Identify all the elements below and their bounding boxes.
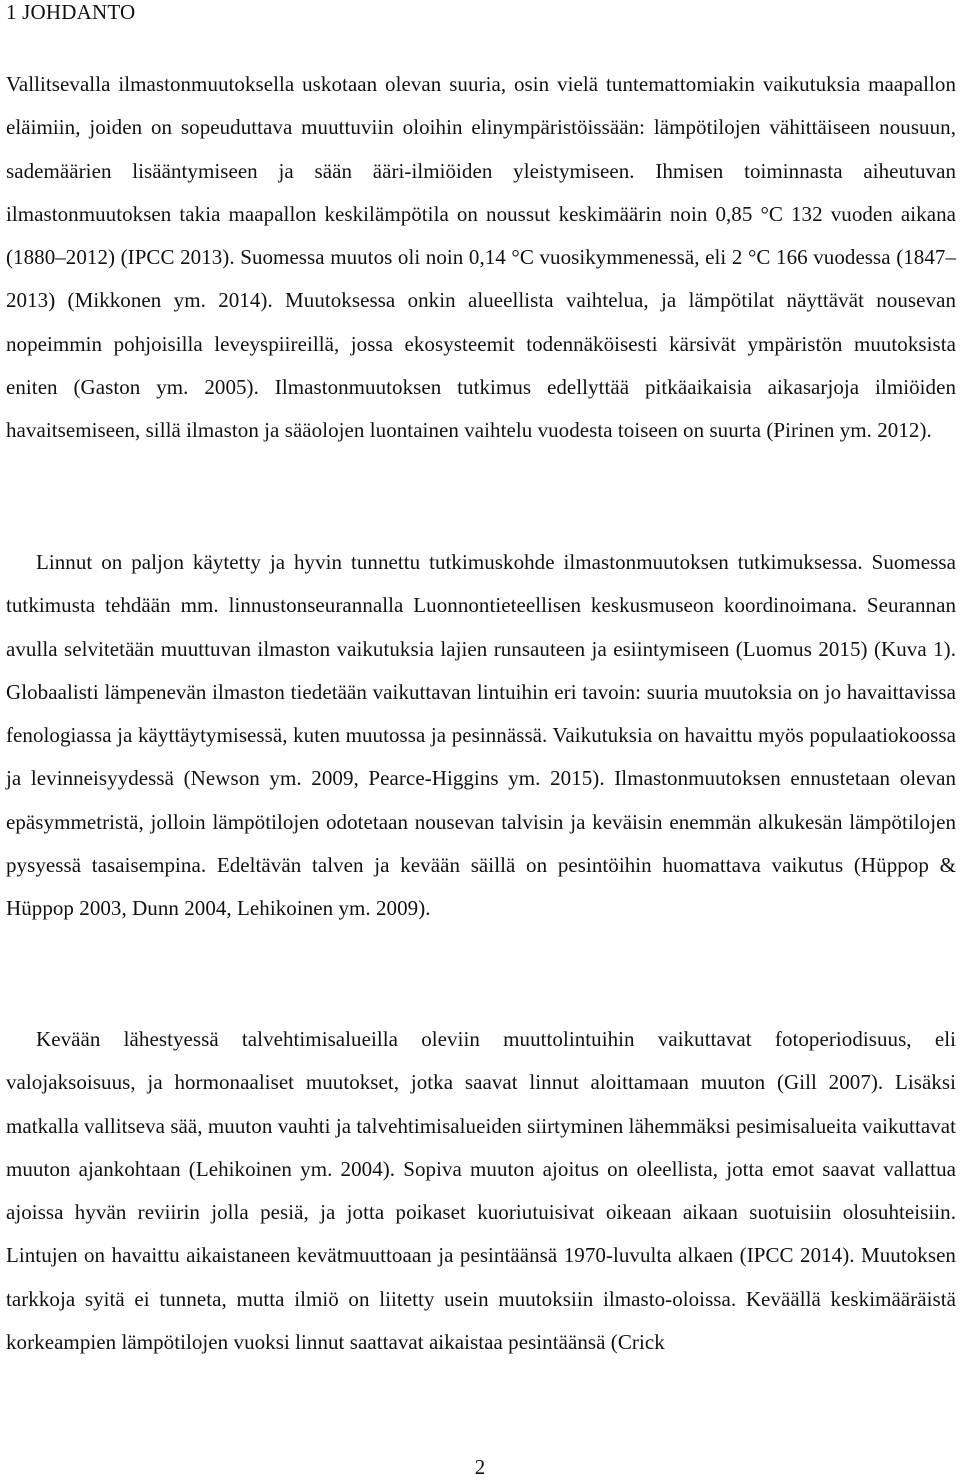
section-heading: 1 JOHDANTO <box>6 0 136 24</box>
paragraph-spring-migration: Kevään lähestyessä talvehtimisalueilla oleviin muuttolintuihin vaikuttavat fotoperiodisuus, eli valojaksoisuus, ja hormonaaliset muutokset, jotka saavat linnut aloittamaan muuton (Gill 2007). Lisäksi matkalla vallitseva sää, muuton vauhti ja talvehtimisalueiden siirtyminen lähemmäksi pesimisalueita vaikuttavat muuton ajankohtaan (Lehikoinen ym. 2004). Sopiva muuton ajoitus on oleellista, jotta emot saavat vallattua ajoissa hyvän reviirin jolla pesiä, ja jotta poikaset kuoriutuisivat oikeaan aikaan suotuisiin olosuhteisiin. Lintujen on havaittu aikaistaneen kevätmuuttoaan ja pesintäänsä 1970-luvulta alkaen (IPCC 2014). Muutoksen tarkkoja syitä ei tunneta, mutta ilmiö on liitetty usein muutoksiin ilmasto-oloissa. Keväällä keskimääräistä korkeampien lämpötilojen vuoksi linnut saattavat aikaistaa pesintäänsä (Crick <box>6 1027 956 1355</box>
page-number: 2 <box>474 1455 486 1479</box>
paragraph-climate-change: Vallitsevalla ilmastonmuutoksella uskotaan olevan suuria, osin vielä tuntemattomiakin vaikutuksia maapallon eläimiin, joiden on sopeuduttava muuttuviin oloihin elinympäristöissään: lämpötilojen vähittäiseen nousuun, sademäärien lisääntymiseen ja sään ääri-ilmiöiden yleistymiseen. Ihmisen toiminnasta aiheutuvan ilmastonmuutoksen takia maapallon keskilämpötila on noussut keskimäärin noin 0,85 °C 132 vuoden aikana (1880–2012) (IPCC 2013). Suomessa muutos oli noin 0,14 °C vuosikymmenessä, eli 2 °C 166 vuodessa (1847–2013) (Mikkonen ym. 2014). Muutoksessa onkin alueellista vaihtelua, ja lämpötilat näyttävät nousevan nopeimmin pohjoisilla leveyspiireillä, jossa ekosysteemit todennäköisesti kärsivät ympäristön muutoksista eniten (Gaston ym. 2005). Ilmastonmuutoksen tutkimus edellyttää pitkäaikaisia aikasarjoja ilmiöiden havaitsemiseen, sillä ilmaston ja sääolojen luontainen vaihtelu vuodesta toiseen on suurta (Pirinen ym. 2012). <box>6 72 956 443</box>
paragraph-birds-research: Linnut on paljon käytetty ja hyvin tunnettu tutkimuskohde ilmastonmuutoksen tutkimuksessa. Suomessa tutkimusta tehdään mm. linnustonseurannalla Luonnontieteellisen keskusmuseon koordinoimana. Seurannan avulla selvitetään muuttuvan ilmaston vaikutuksia lajien runsauteen ja esiintymiseen (Luomus 2015) (Kuva 1). Globaalisti lämpenevän ilmaston tiedetään vaikuttavan lintuihin eri tavoin: suuria muutoksia on jo havaittavissa fenologiassa ja käyttäytymisessä, kuten muutossa ja pesinnässä. Vaikutuksia on havaittu myös populaatiokoossa ja levinneisyydessä (Newson ym. 2009, Pearce-Higgins ym. 2015). Ilmastonmuutoksen ennustetaan olevan epäsymmetristä, jolloin lämpötilojen odotetaan nousevan talvisin ja keväisin enemmän alkukesän lämpötilojen pysyessä tasaisempina. Edeltävän talven ja kevään säillä on pesintöihin huomattava vaikutus (Hüppop & Hüppop 2003, Dunn 2004, Lehikoinen ym. 2009). <box>6 550 956 921</box>
